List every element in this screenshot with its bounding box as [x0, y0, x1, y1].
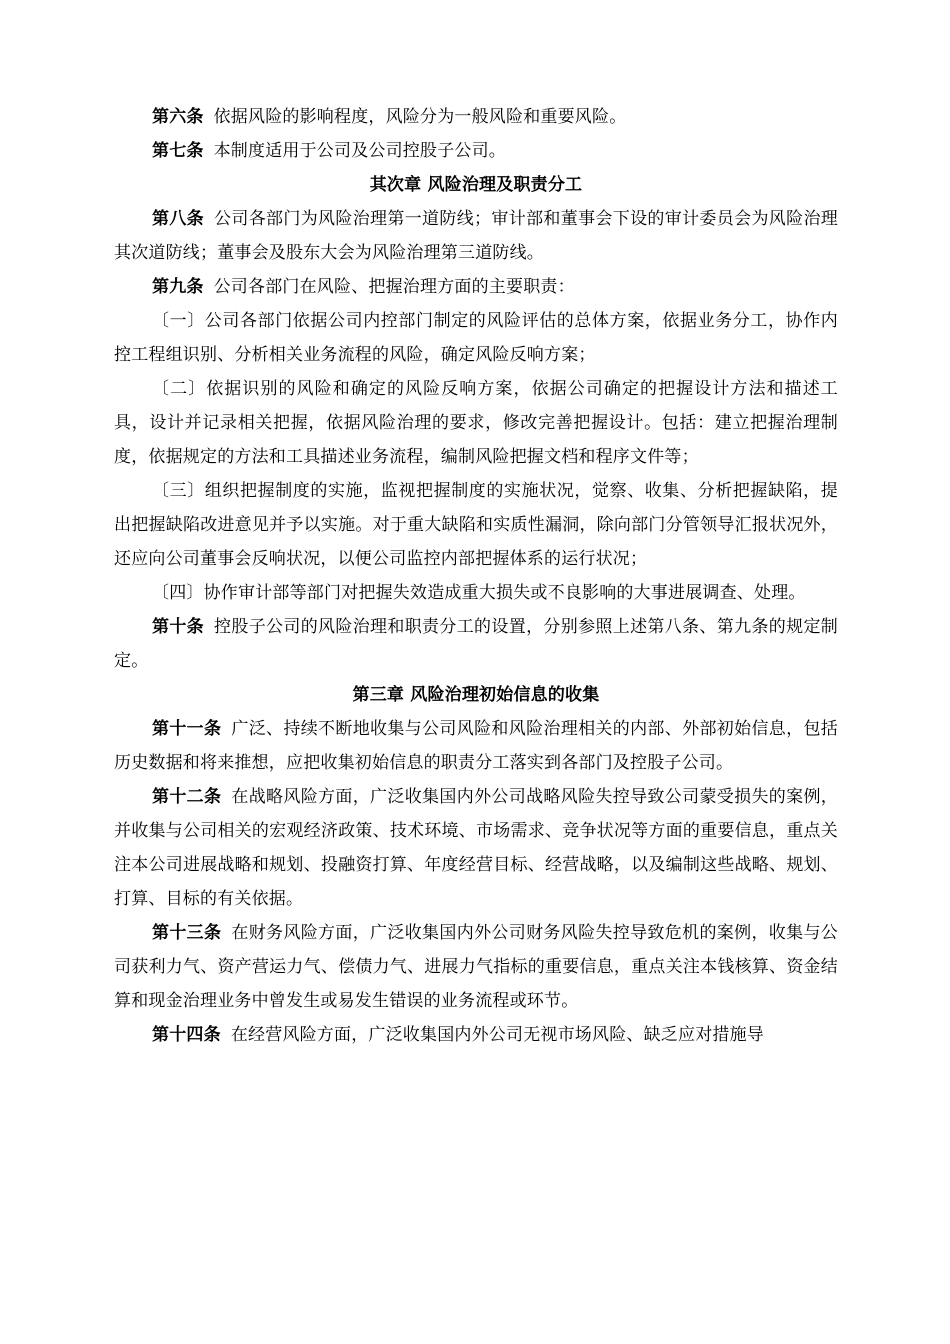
- list-item-1: 〔一〕公司各部门依据公司内控部门制定的风险评估的总体方案，依据业务分工，协作内控工程组识别、分析相关业务流程的风险，确定风险反响方案；: [114, 311, 838, 365]
- article-label: 第七条: [152, 141, 204, 161]
- article-11: [114, 712, 838, 780]
- article-6: [114, 100, 838, 134]
- article-label: 第十一条: [152, 719, 222, 739]
- article-label: 第八条: [152, 209, 205, 229]
- article-12: [114, 780, 838, 916]
- article-8: [114, 202, 838, 270]
- article-text: 广泛、持续不断地收集与公司风险和风险治理相关的内部、外部初始信息，包括历史数据和将来推想，应把收集初始信息的职责分工落实到各部门及控股子公司。: [114, 719, 838, 773]
- document-body: [114, 100, 838, 1052]
- list-item-3: 〔三〕组织把握制度的实施，监视把握制度的实施状况，觉察、收集、分析把握缺陷，提出把握缺陷改进意见并予以实施。对于重大缺陷和实质性漏洞，除向部门分管领导汇报状况外，还应向公司董事会反响状况，以便公司监控内部把握体系的运行状况；: [114, 481, 838, 569]
- article-10: [114, 610, 838, 678]
- article-text: 公司各部门在风险、把握治理方面的主要职责：: [213, 277, 575, 297]
- article-9: [114, 270, 838, 304]
- article-text: 在经营风险方面，广泛收集国内外公司无视市场风险、缺乏应对措施导: [230, 1025, 765, 1045]
- article-7: [114, 134, 838, 168]
- article-text: 在战略风险方面，广泛收集国内外公司战略风险失控导致公司蒙受损失的案例，并收集与公司相关的宏观经济政策、技术环境、市场需求、竞争状况等方面的重要信息，重点关注本公司进展战略和规划、投融资打算、年度经营目标、经营战略，以及编制这些战略、规划、打算、目标的有关依据。: [114, 787, 838, 909]
- article-14: [114, 1018, 838, 1052]
- article-text: 在财务风险方面，广泛收集国内外公司财务风险失控导致危机的案例，收集与公司获利力气、资产营运力气、偿债力气、进展力气指标的重要信息，重点关注本钱核算、资金结算和现金治理业务中曾发生或易发生错误的业务流程或环节。: [114, 923, 838, 1011]
- article-label: 第十条: [152, 617, 205, 637]
- article-text: 控股子公司的风险治理和职责分工的设置，分别参照上述第八条、第九条的规定制定。: [114, 617, 838, 671]
- article-label: 第六条: [152, 107, 204, 127]
- article-text: 本制度适用于公司及公司控股子公司。: [213, 141, 507, 161]
- chapter-3-heading: 第三章 风险治理初始信息的收集: [352, 685, 600, 705]
- article-label: 第十二条: [152, 787, 222, 807]
- article-text: 公司各部门为风险治理第一道防线；审计部和董事会下设的审计委员会为风险治理其次道防线；董事会及股东大会为风险治理第三道防线。: [114, 209, 838, 263]
- article-label: 第九条: [152, 277, 204, 297]
- article-label: 第十四条: [152, 1025, 221, 1045]
- article-text: 依据风险的影响程度，风险分为一般风险和重要风险。: [213, 107, 627, 127]
- article-13: [114, 916, 838, 1018]
- list-item-2: 〔二〕依据识别的风险和确定的风险反响方案，依据公司确定的把握设计方法和描述工具，设计并记录相关把握，依据风险治理的要求，修改完善把握设计。包括：建立把握治理制度，依据规定的方法和工具描述业务流程，编制风险把握文档和程序文件等；: [114, 379, 838, 467]
- list-item-4: 〔四〕协作审计部等部门对把握失效造成重大损失或不良影响的大事进展调查、处理。: [152, 583, 806, 603]
- chapter-2-heading: 其次章 风险治理及职责分工: [369, 175, 583, 195]
- article-label: 第十三条: [152, 923, 222, 943]
